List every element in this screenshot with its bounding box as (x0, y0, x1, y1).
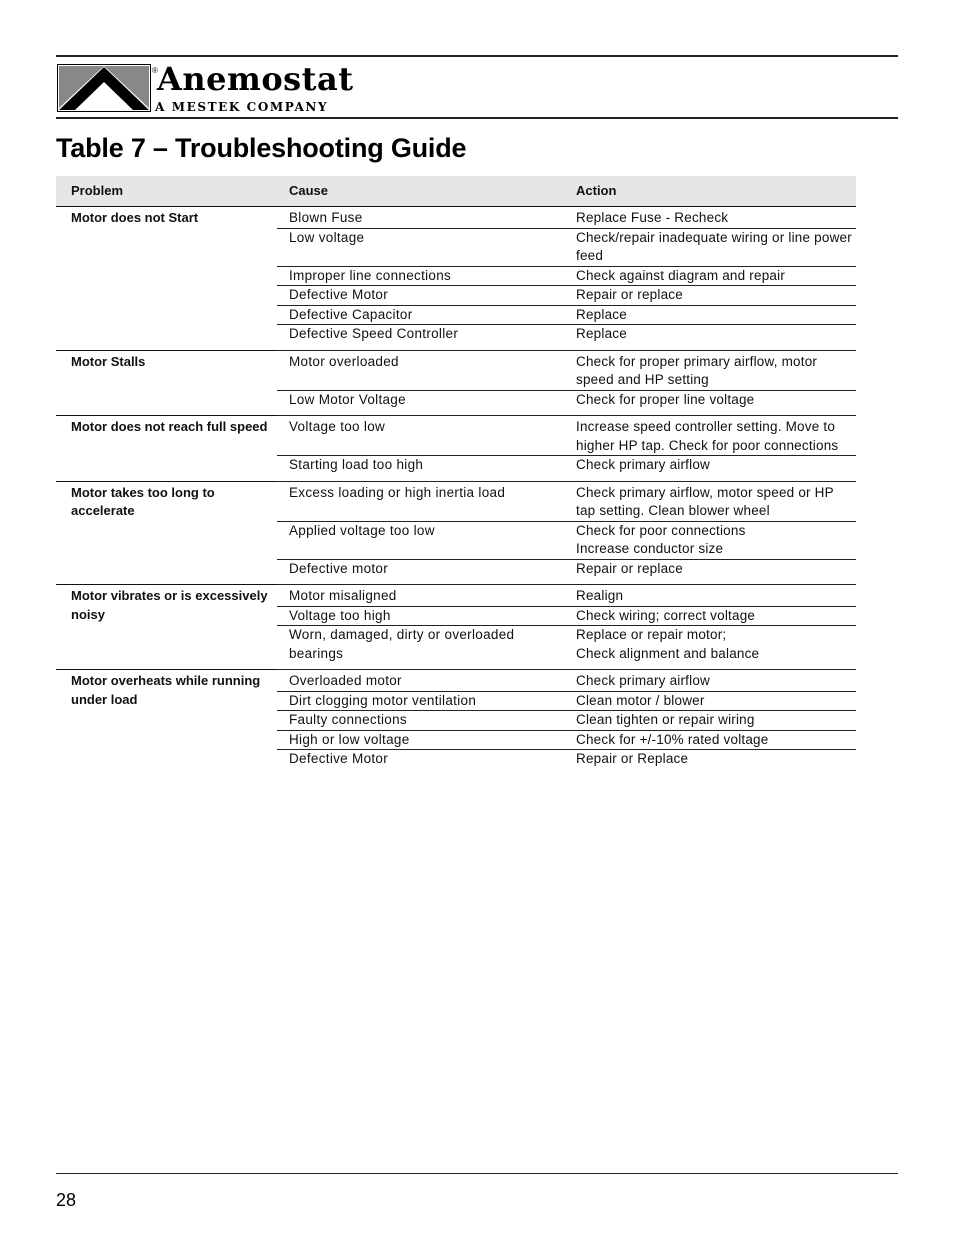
problem-group (56, 207, 856, 351)
action-text: Check for +/-10% rated voltage (576, 731, 769, 747)
action-text: Check primary airflow (576, 673, 710, 688)
header-problem: Problem (56, 176, 277, 207)
action-cell (564, 585, 856, 607)
footer-rule (56, 1173, 898, 1174)
cause-cell: High or low voltage (277, 730, 564, 750)
action-text: Replace Fuse - Recheck (576, 210, 729, 225)
table-header-row (56, 176, 856, 207)
registered-mark: ® (152, 66, 158, 75)
cause-cell: Improper line connections (277, 266, 564, 286)
table-row (56, 585, 856, 607)
action-cell (564, 286, 856, 306)
cause-cell: Defective Capacitor (277, 305, 564, 325)
action-text: Replace (576, 306, 627, 322)
problem-group (56, 350, 856, 416)
problem-group (56, 481, 856, 585)
action-cell (564, 266, 856, 286)
top-rule (56, 55, 898, 57)
action-cell (564, 228, 856, 266)
action-text: Repair or replace (576, 287, 683, 302)
cause-cell: Worn, damaged, dirty or overloaded bearings (277, 626, 564, 670)
action-text: Check primary airflow, motor speed or HP tap setting. Clean blower wheel (576, 484, 834, 518)
action-text: Clean motor / blower (576, 692, 705, 708)
action-cell (564, 691, 856, 711)
table-row (56, 416, 856, 456)
action-text: Repair or Replace (576, 751, 689, 766)
action-text: Check wiring; correct voltage (576, 607, 756, 623)
problem-group (56, 585, 856, 670)
cause-cell: Defective Motor (277, 286, 564, 306)
troubleshooting-table (56, 176, 856, 775)
logo-mark-icon (57, 64, 151, 112)
table-row (56, 670, 856, 692)
action-text: Check for proper line voltage (576, 391, 755, 407)
action-cell (564, 416, 856, 456)
action-text-secondary: Increase conductor size (576, 541, 724, 556)
cause-cell: Overloaded motor (277, 670, 564, 692)
cause-cell: Voltage too high (277, 606, 564, 626)
action-cell (564, 626, 856, 670)
action-cell (564, 606, 856, 626)
action-text: Check against diagram and repair (576, 267, 786, 283)
table-row (56, 207, 856, 229)
action-text: Check for poor connections (576, 522, 746, 538)
action-cell (564, 481, 856, 521)
action-text: Replace (576, 326, 627, 341)
problem-group (56, 416, 856, 482)
anemostat-logo (57, 60, 357, 114)
action-text: Repair or replace (576, 560, 683, 576)
cause-cell: Defective Motor (289, 751, 389, 766)
cause-cell: Starting load too high (277, 456, 564, 482)
cause-cell: Defective motor (277, 559, 564, 585)
problem-cell: Motor takes too long to accelerate (71, 484, 215, 518)
action-cell (564, 305, 856, 325)
cause-cell: Dirt clogging motor ventilation (277, 691, 564, 711)
action-cell (564, 390, 856, 416)
cause-cell: Low voltage (277, 228, 564, 266)
action-text: Increase speed controller setting. Move to higher HP tap. Check for poor connections (576, 419, 839, 453)
table-row (56, 350, 856, 390)
action-text: Realign (576, 588, 624, 603)
action-cell (564, 207, 856, 229)
action-text: Check/repair inadequate wiring or line power feed (576, 229, 852, 263)
header-rule (56, 117, 898, 119)
header-cause: Cause (277, 176, 564, 207)
problem-cell: Motor does not reach full speed (71, 419, 268, 434)
cause-cell: Motor misaligned (277, 585, 564, 607)
cause-cell: Applied voltage too low (277, 521, 564, 559)
action-cell (564, 730, 856, 750)
action-cell (564, 559, 856, 585)
action-cell (564, 750, 856, 775)
cause-cell: Faulty connections (277, 711, 564, 731)
action-cell (564, 350, 856, 390)
brand-name: Anemostat (157, 60, 354, 98)
table-row (56, 481, 856, 521)
cause-cell: Blown Fuse (277, 207, 564, 229)
problem-cell: Motor does not Start (71, 210, 199, 225)
action-text: Check for proper primary airflow, motor speed and HP setting (576, 353, 818, 387)
action-cell (564, 521, 856, 559)
header-action: Action (564, 176, 856, 207)
cause-cell: Voltage too low (277, 416, 564, 456)
page-title: Table 7 – Troubleshooting Guide (56, 133, 467, 163)
cause-cell: Defective Speed Controller (277, 325, 564, 351)
problem-cell: Motor overheats while running under load (71, 673, 261, 707)
problem-cell: Motor vibrates or is excessively noisy (71, 588, 268, 622)
action-cell (564, 325, 856, 351)
page-number: 28 (56, 1190, 77, 1210)
cause-cell: Low Motor Voltage (277, 390, 564, 416)
action-text: Check primary airflow (576, 457, 710, 472)
problem-cell: Motor Stalls (71, 353, 146, 369)
cause-cell: Motor overloaded (277, 350, 564, 390)
action-cell (564, 711, 856, 731)
cause-cell: Excess loading or high inertia load (277, 481, 564, 521)
action-text: Replace or repair motor; (576, 627, 727, 642)
action-text: Clean tighten or repair wiring (576, 712, 755, 727)
action-cell (564, 456, 856, 482)
action-cell (564, 670, 856, 692)
company-tagline: A MESTEK COMPANY (155, 100, 329, 114)
problem-group (56, 670, 856, 775)
action-text-secondary: Check alignment and balance (576, 645, 760, 661)
